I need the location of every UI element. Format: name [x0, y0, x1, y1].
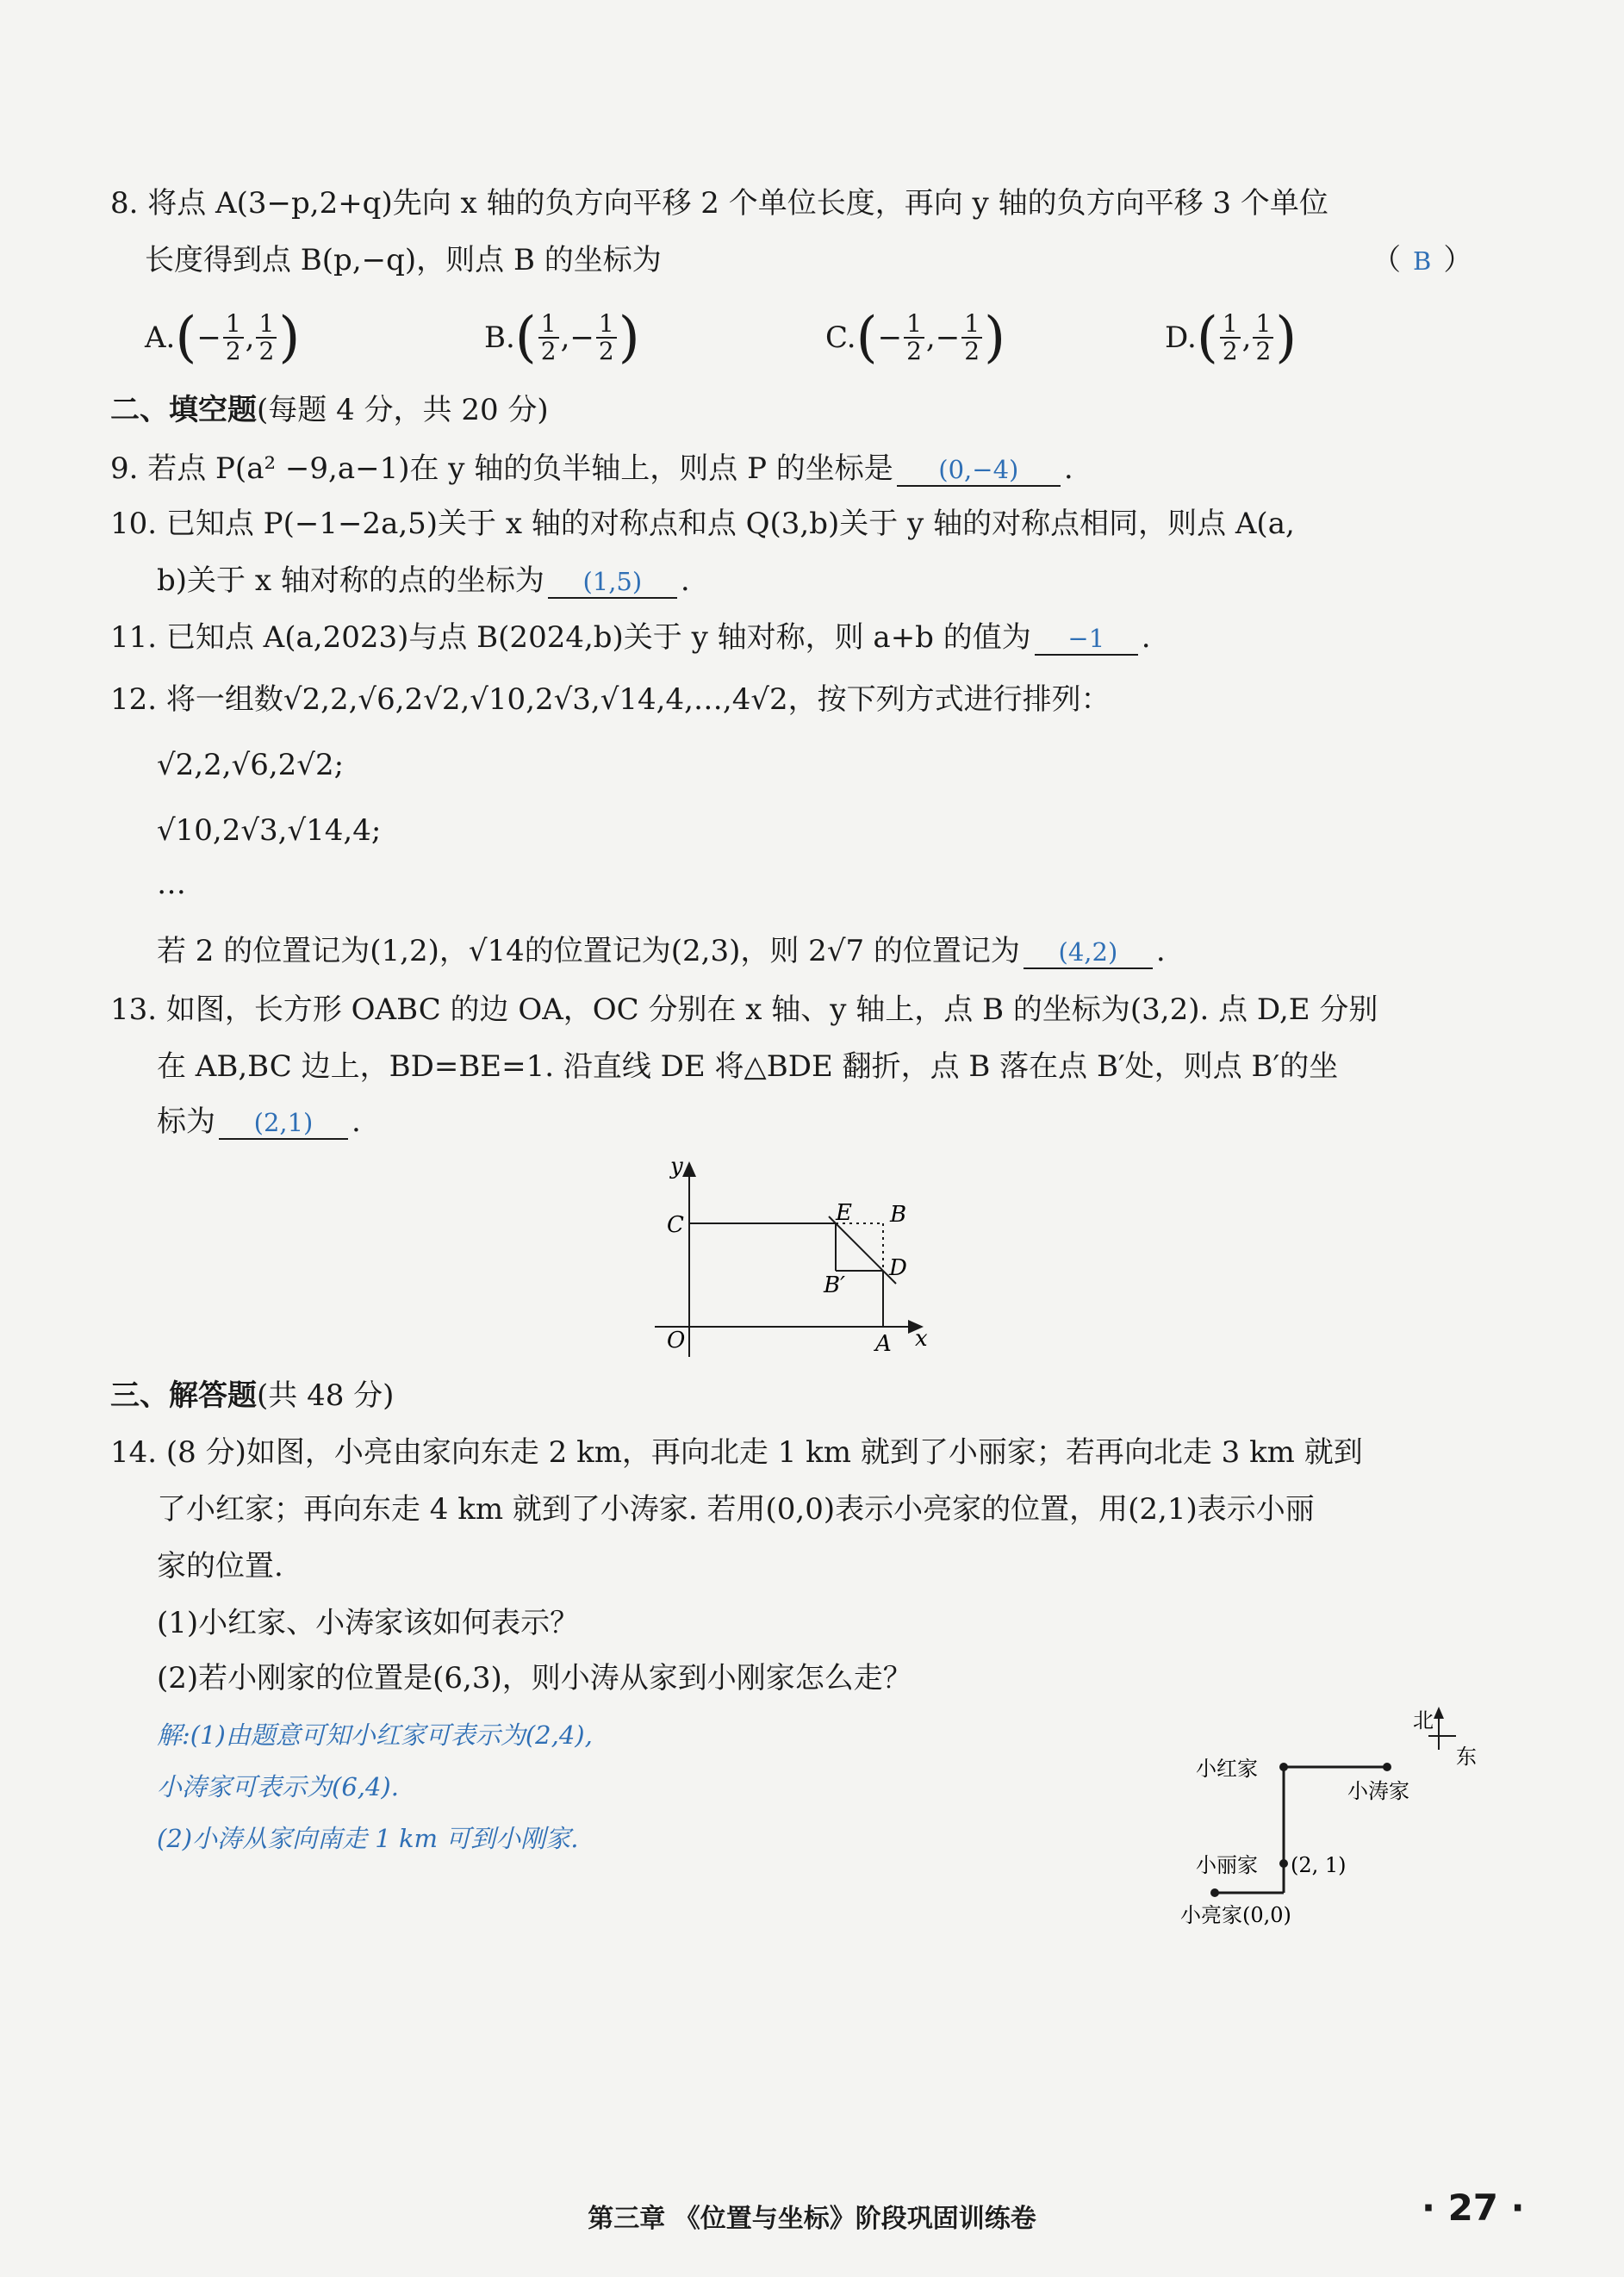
- q14-line3: 家的位置.: [157, 1549, 283, 1583]
- compass-east-label: 东: [1456, 1745, 1477, 1769]
- q14-sub2: (2)若小刚家的位置是(6,3)，则小涛从家到小刚家怎么走？: [157, 1661, 912, 1695]
- q13-label-x: x: [915, 1326, 928, 1352]
- q13-figure: [638, 1154, 948, 1361]
- q13-label-o: O: [667, 1328, 686, 1353]
- q13-line3: 标为 (2,1) .: [157, 1104, 361, 1139]
- q13-label-y: y: [670, 1154, 683, 1179]
- q12-last: 若 2 的位置记为(1,2)，√14的位置记为(2,3)，则 2√7 的位置记为 (4,2) .: [157, 934, 1166, 968]
- point-xiaoliang: [1210, 1888, 1219, 1897]
- point-xiaotao: [1383, 1763, 1391, 1771]
- q13-label-b: B: [890, 1202, 907, 1228]
- q9: 9. 若点 P(a² −9,a−1)在 y 轴的负半轴上，则点 P 的坐标是 (0,−4) .: [110, 451, 1073, 486]
- q10-line1: 10. 已知点 P(−1−2a,5)关于 x 轴的对称点和点 Q(3,b)关于 y 轴的对称点相同，则点 A(a,: [110, 507, 1295, 541]
- q8-option-c: C. ( − $\frac{1}{2}$ , − $\frac{1}{2}$ ): [825, 306, 1006, 370]
- q12-line1: 12. 将一组数√2,2,√6,2√2,√10,2√3,√14,4,…,4√2，按下列方式进行排列：: [110, 682, 1111, 717]
- label-xiaotao: 小涛家: [1347, 1779, 1409, 1803]
- q10-line2: b)关于 x 轴对称的点的坐标为 (1,5) .: [157, 563, 690, 598]
- q14-solution-3: (2)小涛从家向南走 1 km 可到小刚家.: [157, 1824, 579, 1853]
- q9-answer: (0,−4): [938, 455, 1019, 484]
- q8-option-d: D. ( $\frac{1}{2}$ , $\frac{1}{2}$ ): [1165, 306, 1297, 370]
- q14-solution-2: 小涛家可表示为(6,4).: [157, 1772, 399, 1801]
- q12-answer: (4,2): [1058, 937, 1118, 967]
- page-number: · 27 ·: [1422, 2187, 1525, 2229]
- q8-option-b: B. ( $\frac{1}{2}$ , − $\frac{1}{2}$ ): [484, 306, 640, 370]
- q8-line2: 长度得到点 B(p,−q)，则点 B 的坐标为: [145, 243, 662, 277]
- point-xiaoli: [1279, 1859, 1288, 1868]
- q14-line2: 了小红家；再向东走 4 km 就到了小涛家. 若用(0,0)表示小亮家的位置，用(2,1)表示小丽: [157, 1492, 1315, 1527]
- footer-chapter-title: 第三章 《位置与坐标》阶段巩固训练卷: [588, 2204, 1036, 2234]
- q14-figure: [1172, 1702, 1499, 1934]
- q12-row1: √2,2,√6,2√2;: [157, 748, 345, 782]
- label-xiaoliang: 小亮家(0,0): [1180, 1903, 1291, 1927]
- q11-answer: −1: [1067, 624, 1105, 653]
- q13-line1: 13. 如图，长方形 OABC 的边 OA，OC 分别在 x 轴、y 轴上，点 B 的坐标为(3,2). 点 D,E 分别: [110, 992, 1378, 1027]
- q13-label-d: D: [889, 1255, 907, 1281]
- section-2-heading: 二、填空题(每题 4 分，共 20 分): [110, 393, 549, 427]
- q13-line2: 在 AB,BC 边上，BD=BE=1. 沿直线 DE 将△BDE 翻折，点 B 落在点 B′处，则点 B′的坐: [157, 1049, 1339, 1084]
- label-xiaohong: 小红家: [1196, 1757, 1258, 1781]
- q8-answer: B: [1413, 246, 1432, 276]
- q11: 11. 已知点 A(a,2023)与点 B(2024,b)关于 y 轴对称，则 a+b 的值为 −1 .: [110, 620, 1151, 655]
- q13-label-bprime: B′: [824, 1272, 846, 1298]
- label-xiaoli-coord: (2, 1): [1291, 1853, 1347, 1877]
- q10-answer: (1,5): [582, 567, 643, 596]
- q14-line1: 14. (8 分)如图，小亮由家向东走 2 km，再向北走 1 km 就到了小丽家；若再向北走 3 km 就到: [110, 1435, 1363, 1470]
- q13-label-a: A: [875, 1331, 892, 1357]
- q8-line1: 8. 将点 A(3−p,2+q)先向 x 轴的负方向平移 2 个单位长度，再向 y 轴的负方向平移 3 个单位: [110, 186, 1328, 221]
- compass-north-label: 北: [1413, 1708, 1434, 1733]
- q12-row2: √10,2√3,√14,4;: [157, 813, 382, 848]
- compass-north-arrow: [1434, 1707, 1444, 1719]
- q14-solution-1: 解:(1)由题意可知小红家可表示为(2,4),: [157, 1720, 593, 1750]
- section-3-heading: 三、解答题(共 48 分): [110, 1378, 395, 1413]
- q12-dots: …: [157, 867, 186, 901]
- q8-option-a: A. ( − $\frac{1}{2}$ , $\frac{1}{2}$ ): [145, 306, 301, 370]
- point-xiaohong: [1279, 1763, 1288, 1771]
- q13-answer: (2,1): [253, 1108, 314, 1137]
- q13-label-c: C: [667, 1212, 684, 1238]
- q8-answer-bracket: （ B ）: [1372, 243, 1473, 277]
- label-xiaoli: 小丽家: [1196, 1853, 1258, 1877]
- q14-sub1: (1)小红家、小涛家该如何表示？: [157, 1606, 580, 1640]
- q13-label-e: E: [836, 1200, 852, 1226]
